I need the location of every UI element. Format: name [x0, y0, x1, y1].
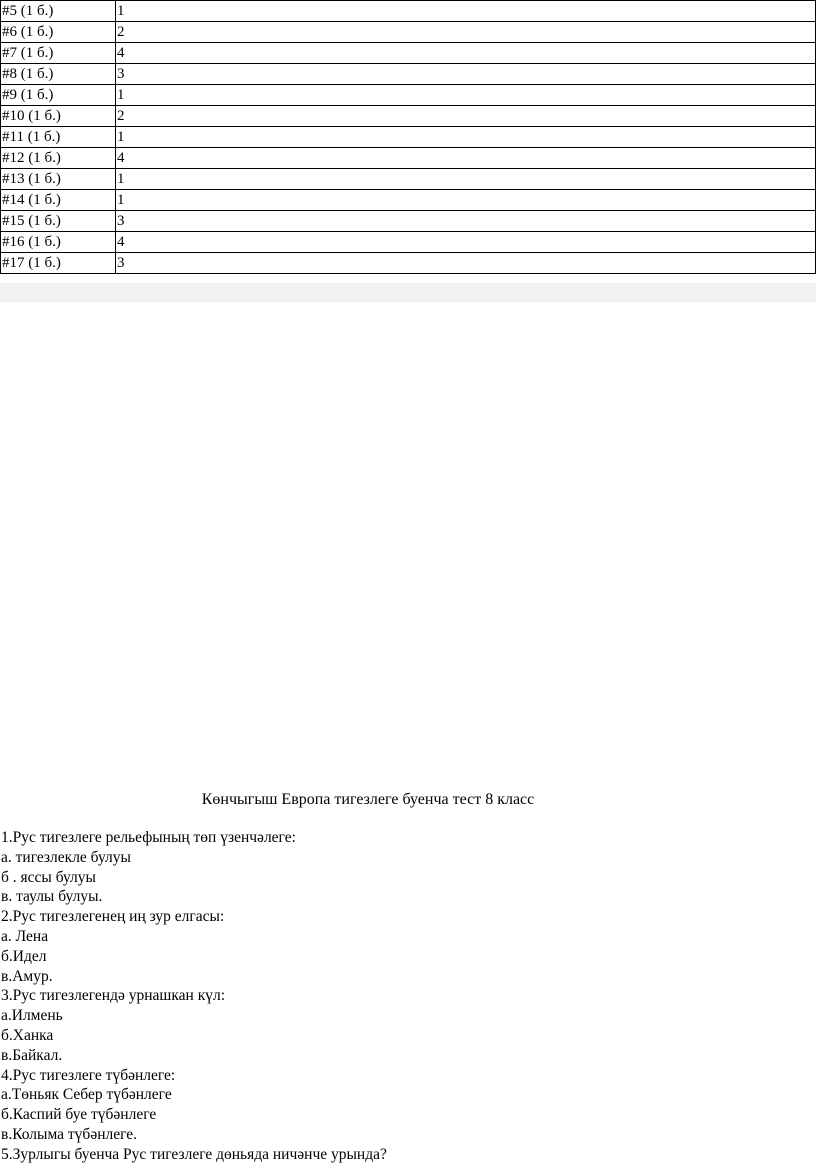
question-line: б.Каспий буе түбәнлеге: [1, 1106, 157, 1124]
question-number-cell: #5 (1 б.): [1, 1, 116, 22]
question-number-cell: #8 (1 б.): [1, 64, 116, 85]
answer-cell: 3: [116, 253, 816, 274]
answer-cell: 1: [116, 127, 816, 148]
answer-cell: 4: [116, 148, 816, 169]
question-number-cell: #17 (1 б.): [1, 253, 116, 274]
table-row: [1, 169, 816, 190]
question-line: в.Амур.: [1, 967, 53, 985]
question-line: в.Колыма түбәнлеге.: [1, 1125, 138, 1143]
question-number-cell: #16 (1 б.): [1, 232, 116, 253]
question-line: а. тигезлекле булуы: [1, 848, 131, 866]
test-questions: [1, 828, 387, 1165]
question-number-cell: #10 (1 б.): [1, 106, 116, 127]
table-row: [1, 127, 816, 148]
question-number-cell: #11 (1 б.): [1, 127, 116, 148]
question-line: а.Илмень: [1, 1007, 63, 1025]
question-number-cell: #14 (1 б.): [1, 190, 116, 211]
answer-cell: 3: [116, 211, 816, 232]
answer-cell: 4: [116, 232, 816, 253]
question-line: 5.Зурлыгы буенча Рус тигезлеге дөньяда ничәнче урында?: [1, 1145, 387, 1163]
answer-cell: 2: [116, 106, 816, 127]
table-row: [1, 211, 816, 232]
answer-cell: 4: [116, 43, 816, 64]
table-row: [1, 148, 816, 169]
question-line: 1.Рус тигезлеге рельефының төп үзенчәлеге:: [1, 829, 296, 846]
test-page: [0, 302, 816, 1169]
answer-cell: 1: [116, 190, 816, 211]
table-row: [1, 106, 816, 127]
table-row: [1, 43, 816, 64]
question-line: а.Төньяк Себер түбәнлеге: [1, 1086, 172, 1104]
table-row: [1, 85, 816, 106]
question-number-cell: #13 (1 б.): [1, 169, 116, 190]
question-line: а. Лена: [1, 927, 49, 945]
question-line: б.Идел: [1, 947, 47, 965]
answer-cell: 1: [116, 1, 816, 22]
question-line: б . яссы булуы: [1, 868, 96, 886]
answer-cell: 3: [116, 64, 816, 85]
page-separator: [0, 283, 816, 302]
question-line: в. таулы булуы.: [1, 888, 103, 906]
table-row: [1, 1, 816, 22]
answer-page: [0, 0, 816, 283]
table-row: [1, 22, 816, 43]
question-number-cell: #9 (1 б.): [1, 85, 116, 106]
question-number-cell: #12 (1 б.): [1, 148, 116, 169]
question-line: б.Ханка: [1, 1026, 54, 1044]
answer-cell: 2: [116, 22, 816, 43]
table-row: [1, 190, 816, 211]
table-row: [1, 253, 816, 274]
table-row: [1, 64, 816, 85]
question-line: 3.Рус тигезлегендә урнашкан күл:: [1, 987, 226, 1005]
answer-cell: 1: [116, 85, 816, 106]
question-line: 4.Рус тигезлеге түбәнлеге:: [1, 1066, 176, 1084]
question-number-cell: #15 (1 б.): [1, 211, 116, 232]
question-line: 2.Рус тигезлегенең иң зур елгасы:: [1, 908, 225, 926]
question-number-cell: #7 (1 б.): [1, 43, 116, 64]
table-row: [1, 232, 816, 253]
question-line: в.Байкал.: [1, 1046, 63, 1064]
answer-table: [0, 0, 816, 274]
answer-cell: 1: [116, 169, 816, 190]
question-number-cell: #6 (1 б.): [1, 22, 116, 43]
test-title: Көнчыгыш Европа тигезлеге буенча тест 8 класс: [201, 791, 535, 808]
